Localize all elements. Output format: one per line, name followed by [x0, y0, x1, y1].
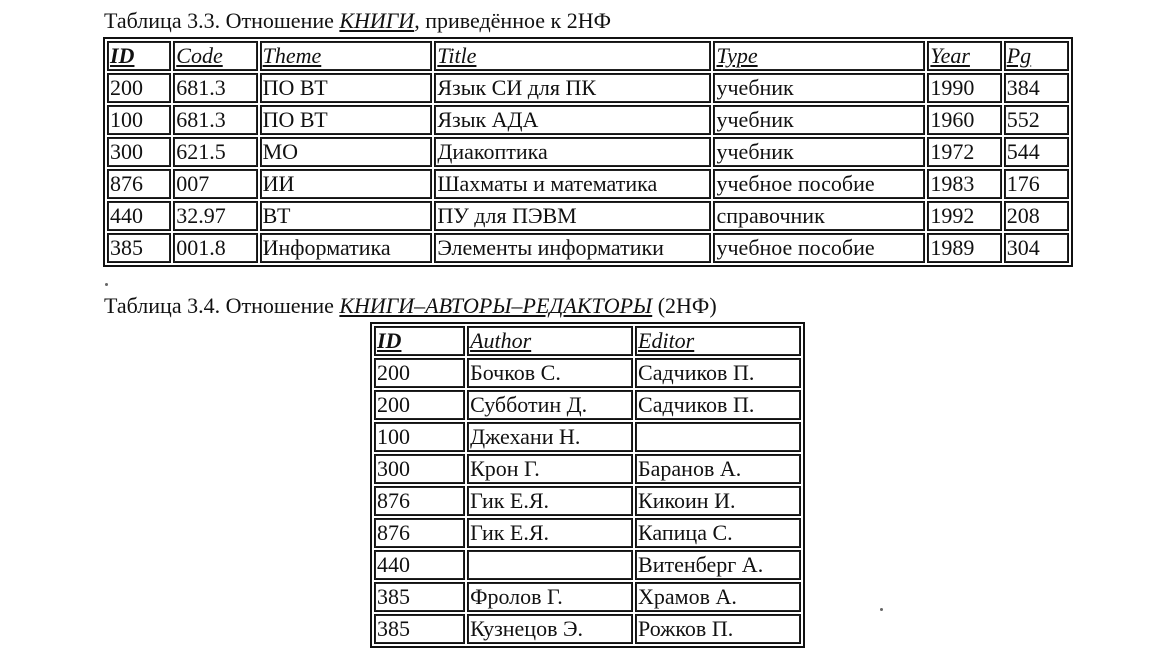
table-cell: 876: [374, 518, 465, 548]
column-header: Pg: [1004, 41, 1069, 71]
table-cell: 544: [1004, 137, 1069, 167]
table-cell: 440: [374, 550, 465, 580]
table-cell: [635, 422, 801, 452]
table-cell: 876: [374, 486, 465, 516]
table-cell: ПО ВТ: [260, 73, 433, 103]
table-cell: Информатика: [260, 233, 433, 263]
table-row: [107, 201, 1069, 231]
speck: [880, 608, 883, 611]
table-cell: 876: [107, 169, 171, 199]
table-cell: [467, 550, 633, 580]
table-cell: Фролов Г.: [467, 582, 633, 612]
table-cell: учебное пособие: [713, 169, 925, 199]
column-header: Editor: [635, 326, 801, 356]
table-cell: Рожков П.: [635, 614, 801, 644]
table-cell: Кикоин И.: [635, 486, 801, 516]
table-cell: 304: [1004, 233, 1069, 263]
table-cell: 385: [107, 233, 171, 263]
table-cell: Баранов А.: [635, 454, 801, 484]
table-cell: 208: [1004, 201, 1069, 231]
table-cell: 100: [374, 422, 465, 452]
table-cell: учебник: [713, 105, 925, 135]
table-cell: 176: [1004, 169, 1069, 199]
table-row: [374, 582, 801, 612]
table-cell: Капица С.: [635, 518, 801, 548]
table-cell: Бочков С.: [467, 358, 633, 388]
table-cell: 385: [374, 582, 465, 612]
table-row: [107, 169, 1069, 199]
column-header: Author: [467, 326, 633, 356]
table-cell: 200: [374, 358, 465, 388]
table-row: [107, 137, 1069, 167]
caption-suffix: , приведённое к 2НФ: [414, 8, 611, 33]
table-cell: учебник: [713, 73, 925, 103]
table-cell: 552: [1004, 105, 1069, 135]
table-cell: 001.8: [173, 233, 257, 263]
table-cell: ПО ВТ: [260, 105, 433, 135]
table-row: [374, 422, 801, 452]
table-cell: 1990: [927, 73, 1001, 103]
table-row: [374, 614, 801, 644]
column-header: Code: [173, 41, 257, 71]
table-cell: Садчиков П.: [635, 390, 801, 420]
column-header: ID: [107, 41, 171, 71]
table-cell: 1989: [927, 233, 1001, 263]
table-cell: Крон Г.: [467, 454, 633, 484]
column-header: Title: [434, 41, 711, 71]
relation-name: КНИГИ–АВТОРЫ–РЕДАКТОРЫ: [339, 293, 653, 318]
table-row: [374, 518, 801, 548]
table-cell: ПУ для ПЭВМ: [434, 201, 711, 231]
table-cell: Джехани Н.: [467, 422, 633, 452]
table-cell: Субботин Д.: [467, 390, 633, 420]
table-cell: 200: [107, 73, 171, 103]
table-cell: Элементы информатики: [434, 233, 711, 263]
column-header: Year: [927, 41, 1001, 71]
table-cell: Гик Е.Я.: [467, 518, 633, 548]
table-cell: 440: [107, 201, 171, 231]
table-cell: 1983: [927, 169, 1001, 199]
table-row: [374, 454, 801, 484]
table-cell: 200: [374, 390, 465, 420]
table-cell: учебное пособие: [713, 233, 925, 263]
table-cell: 1972: [927, 137, 1001, 167]
table-row: [374, 550, 801, 580]
table-cell: 384: [1004, 73, 1069, 103]
table-cell: Витенберг А.: [635, 550, 801, 580]
table-cell: 681.3: [173, 105, 257, 135]
table-3-4-caption: [104, 294, 717, 318]
table-cell: Язык СИ для ПК: [434, 73, 711, 103]
table-cell: 621.5: [173, 137, 257, 167]
column-header: Type: [713, 41, 925, 71]
table-row: [107, 105, 1069, 135]
column-header: ID: [374, 326, 465, 356]
table-cell: Диакоптика: [434, 137, 711, 167]
table-cell: Храмов А.: [635, 582, 801, 612]
table-cell: 1992: [927, 201, 1001, 231]
speck: [105, 283, 108, 286]
relation-name: КНИГИ: [339, 8, 415, 33]
table-row: [107, 73, 1069, 103]
header-row: [107, 41, 1069, 71]
table-knigi-avtory-redaktory: [370, 322, 805, 648]
table-cell: Кузнецов Э.: [467, 614, 633, 644]
column-header: Theme: [260, 41, 433, 71]
table-row: [107, 233, 1069, 263]
table-cell: Садчиков П.: [635, 358, 801, 388]
table-knigi: [103, 37, 1073, 267]
table-cell: ИИ: [260, 169, 433, 199]
table-cell: 007: [173, 169, 257, 199]
table-cell: 300: [374, 454, 465, 484]
table-cell: Шахматы и математика: [434, 169, 711, 199]
table-cell: 32.97: [173, 201, 257, 231]
header-row: [374, 326, 801, 356]
caption-suffix: (2НФ): [652, 293, 717, 318]
table-cell: 681.3: [173, 73, 257, 103]
table-cell: Гик Е.Я.: [467, 486, 633, 516]
caption-prefix: Таблица 3.4. Отношение: [104, 293, 340, 318]
table-cell: 300: [107, 137, 171, 167]
table-row: [374, 486, 801, 516]
table-cell: 385: [374, 614, 465, 644]
table-3-3-caption: [104, 9, 611, 33]
table-cell: учебник: [713, 137, 925, 167]
table-row: [374, 358, 801, 388]
table-cell: справочник: [713, 201, 925, 231]
table-cell: Язык АДА: [434, 105, 711, 135]
table-cell: 1960: [927, 105, 1001, 135]
table-row: [374, 390, 801, 420]
table-cell: ВТ: [260, 201, 433, 231]
caption-prefix: Таблица 3.3. Отношение: [104, 8, 340, 33]
table-cell: МО: [260, 137, 433, 167]
table-cell: 100: [107, 105, 171, 135]
